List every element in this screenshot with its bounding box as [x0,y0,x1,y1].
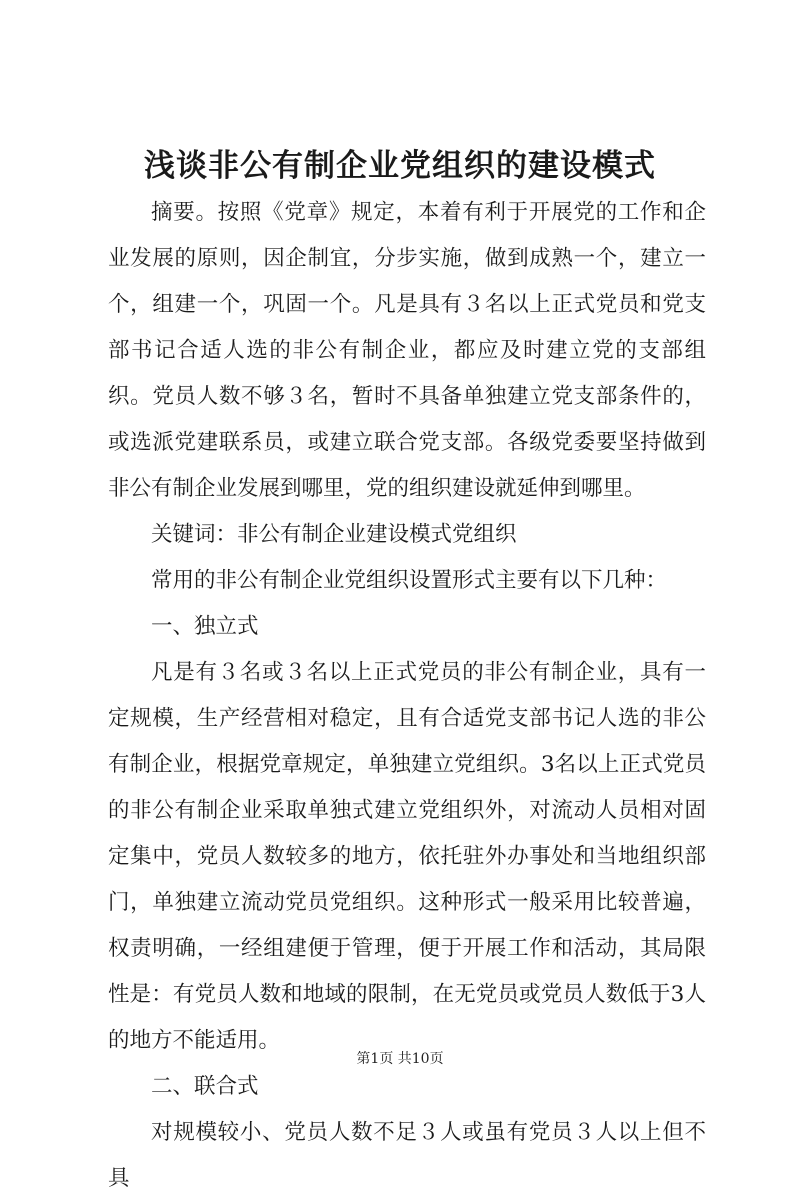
section-heading-joint: 二、联合式 [151,1074,259,1099]
page-number-footer: 第1页 共10页 [356,1051,444,1067]
intro-paragraph: 常用的非公有制企业党组织设置形式主要有以下几种： [151,568,668,593]
body-paragraph-independent: 凡是有３名或３名以上正式党员的非公有制企业，具有一定规模，生产经营相对稳定，且有合适党支部书记人选的非公有制企业，根据党章规定，单独建立党组织。3名以上正式党员的非公有制企业采取单独式建立党组织外，对流动人员相对固定集中，党员人数较多的地方，依托驻外办事处和当地组织部门，单独建立流动党员党组织。这种形式一般采用比较普遍，权责明确，一经组建便于管理，便于开展工作和活动，其局限性是：有党员人数和地域的限制，在无党员或党员人数低于3人的地方不能适用。 [108,660,706,1053]
body-paragraph-joint: 对规模较小、党员人数不足３人或虽有党员３人以上但不具 [108,1120,706,1191]
document-title: 浅谈非公有制企业党组织的建设模式 [144,148,656,184]
abstract-paragraph: 摘要。按照《党章》规定，本着有利于开展党的工作和企业发展的原则，因企制宜，分步实施，做到成熟一个，建立一个，组建一个，巩固一个。凡是具有３名以上正式党员和党支部书记合适人选的非公有制企业，都应及时建立党的支部组织。党员人数不够３名，暂时不具备单独建立党支部条件的，或选派党建联系员，或建立联合党支部。各级党委要坚持做到非公有制企业发展到哪里，党的组织建设就延伸到哪里。 [108,200,706,501]
keywords-paragraph: 关键词：非公有制企业建设模式党组织 [151,522,517,547]
section-heading-independent: 一、独立式 [151,614,259,639]
